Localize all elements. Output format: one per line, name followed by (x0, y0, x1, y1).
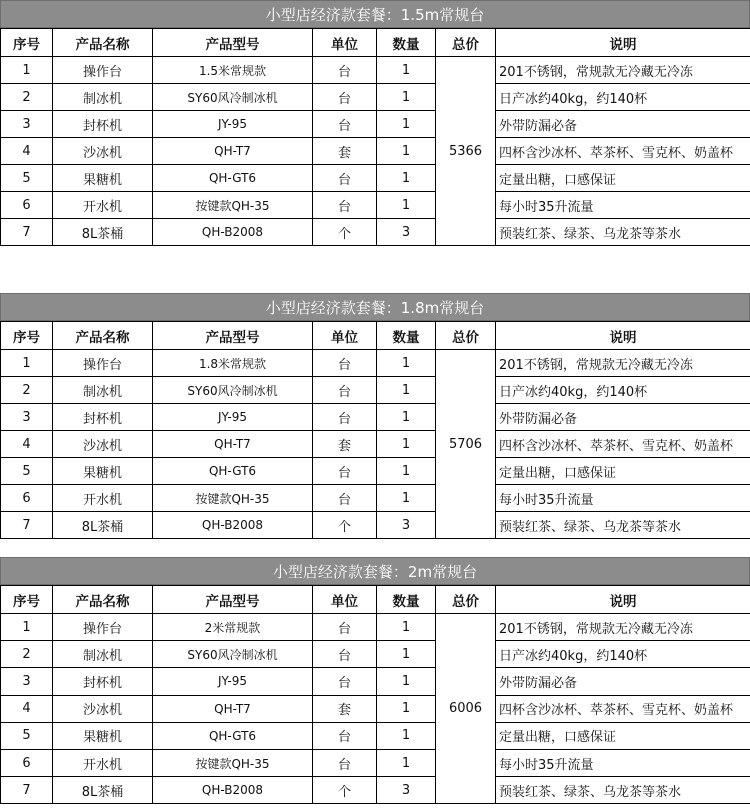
description: 每小时35升流量 (496, 485, 750, 512)
quantity: 1 (377, 722, 436, 749)
description: 预装红茶、绿茶、乌龙茶等茶水 (496, 512, 750, 539)
unit: 台 (313, 350, 377, 377)
header-qty: 数量 (377, 322, 436, 350)
product-name: 制冰机 (53, 377, 153, 404)
total-price: 5366 (436, 57, 496, 246)
product-model: JY-95 (153, 404, 313, 431)
unit: 台 (313, 458, 377, 485)
header-name: 产品名称 (53, 29, 153, 57)
product-name: 操作台 (53, 614, 153, 641)
total-price: 5706 (436, 350, 496, 539)
package-table (0, 585, 750, 804)
product-name: 操作台 (53, 350, 153, 377)
product-model: 2米常规款 (153, 614, 313, 641)
package-table (0, 321, 750, 539)
row-number: 2 (1, 641, 53, 668)
package-title: 小型店经济款套餐：2m常规台 (0, 557, 750, 585)
product-model: SY60风冷制冰机 (153, 377, 313, 404)
description: 每小时35升流量 (496, 749, 750, 776)
description: 定量出糖，口感保证 (496, 458, 750, 485)
row-number: 5 (1, 458, 53, 485)
unit: 台 (313, 192, 377, 219)
row-number: 1 (1, 57, 53, 84)
product-model: QH-GT6 (153, 165, 313, 192)
table-row (1, 219, 750, 246)
row-number: 6 (1, 749, 53, 776)
table-row (1, 377, 750, 404)
table-row (1, 138, 750, 165)
table-row (1, 57, 750, 84)
description: 四杯含沙冰杯、萃茶杯、雪克杯、奶盖杯 (496, 138, 750, 165)
product-name: 沙冰机 (53, 138, 153, 165)
package-table-2 (0, 293, 750, 539)
table-row (1, 111, 750, 138)
row-number: 6 (1, 485, 53, 512)
header-total: 总价 (436, 29, 496, 57)
unit: 套 (313, 695, 377, 722)
quantity: 1 (377, 57, 436, 84)
header-qty: 数量 (377, 29, 436, 57)
row-number: 2 (1, 377, 53, 404)
product-name: 8L茶桶 (53, 219, 153, 246)
product-model: QH-B2008 (153, 219, 313, 246)
unit: 台 (313, 749, 377, 776)
product-name: 果糖机 (53, 458, 153, 485)
product-name: 封杯机 (53, 668, 153, 695)
header-desc: 说明 (496, 29, 750, 57)
header-row (1, 322, 750, 350)
description: 201不锈钢，常规款无冷藏无冷冻 (496, 350, 750, 377)
description: 四杯含沙冰杯、萃茶杯、雪克杯、奶盖杯 (496, 431, 750, 458)
table-row (1, 641, 750, 668)
header-no: 序号 (1, 29, 53, 57)
product-model: QH-GT6 (153, 722, 313, 749)
unit: 台 (313, 111, 377, 138)
header-name: 产品名称 (53, 586, 153, 614)
product-model: SY60风冷制冰机 (153, 84, 313, 111)
quantity: 1 (377, 350, 436, 377)
description: 日产冰约40kg，约140杯 (496, 641, 750, 668)
table-row (1, 695, 750, 722)
description: 外带防漏必备 (496, 111, 750, 138)
row-number: 5 (1, 722, 53, 749)
product-name: 制冰机 (53, 84, 153, 111)
product-name: 沙冰机 (53, 695, 153, 722)
unit: 台 (313, 485, 377, 512)
product-name: 开水机 (53, 192, 153, 219)
product-name: 操作台 (53, 57, 153, 84)
header-qty: 数量 (377, 586, 436, 614)
row-number: 7 (1, 512, 53, 539)
unit: 台 (313, 84, 377, 111)
quantity: 1 (377, 431, 436, 458)
package-table-1 (0, 0, 750, 246)
product-name: 沙冰机 (53, 431, 153, 458)
unit: 台 (313, 57, 377, 84)
quantity: 1 (377, 641, 436, 668)
product-model: JY-95 (153, 668, 313, 695)
quantity: 3 (377, 777, 436, 804)
table-row (1, 668, 750, 695)
row-number: 3 (1, 111, 53, 138)
unit: 台 (313, 165, 377, 192)
description: 日产冰约40kg，约140杯 (496, 84, 750, 111)
quantity: 1 (377, 84, 436, 111)
row-number: 2 (1, 84, 53, 111)
package-title: 小型店经济款套餐：1.5m常规台 (0, 0, 750, 28)
header-no: 序号 (1, 322, 53, 350)
quantity: 1 (377, 749, 436, 776)
header-unit: 单位 (313, 586, 377, 614)
description: 四杯含沙冰杯、萃茶杯、雪克杯、奶盖杯 (496, 695, 750, 722)
unit: 台 (313, 404, 377, 431)
unit: 个 (313, 777, 377, 804)
product-model: QH-T7 (153, 695, 313, 722)
quantity: 1 (377, 377, 436, 404)
table-row (1, 165, 750, 192)
package-title: 小型店经济款套餐：1.8m常规台 (0, 293, 750, 321)
quantity: 1 (377, 404, 436, 431)
row-number: 1 (1, 350, 53, 377)
quantity: 3 (377, 219, 436, 246)
table-row (1, 431, 750, 458)
header-row (1, 29, 750, 57)
table-row (1, 614, 750, 641)
unit: 台 (313, 668, 377, 695)
total-price: 6006 (436, 614, 496, 804)
unit: 台 (313, 722, 377, 749)
unit: 个 (313, 219, 377, 246)
description: 每小时35升流量 (496, 192, 750, 219)
quantity: 1 (377, 111, 436, 138)
product-model: 按键款QH-35 (153, 749, 313, 776)
description: 预装红茶、绿茶、乌龙茶等茶水 (496, 219, 750, 246)
package-table-3 (0, 557, 750, 804)
description: 定量出糖，口感保证 (496, 165, 750, 192)
description: 日产冰约40kg，约140杯 (496, 377, 750, 404)
table-row (1, 458, 750, 485)
row-number: 7 (1, 777, 53, 804)
table-row (1, 192, 750, 219)
quantity: 1 (377, 165, 436, 192)
product-name: 8L茶桶 (53, 777, 153, 804)
row-number: 6 (1, 192, 53, 219)
product-model: QH-T7 (153, 138, 313, 165)
header-row (1, 586, 750, 614)
package-table (0, 28, 750, 246)
description: 外带防漏必备 (496, 404, 750, 431)
table-row (1, 404, 750, 431)
table-row (1, 84, 750, 111)
product-name: 8L茶桶 (53, 512, 153, 539)
unit: 套 (313, 138, 377, 165)
table-row (1, 777, 750, 804)
quantity: 3 (377, 512, 436, 539)
unit: 台 (313, 614, 377, 641)
unit: 台 (313, 377, 377, 404)
table-row (1, 722, 750, 749)
quantity: 1 (377, 485, 436, 512)
row-number: 1 (1, 614, 53, 641)
description: 预装红茶、绿茶、乌龙茶等茶水 (496, 777, 750, 804)
quantity: 1 (377, 458, 436, 485)
product-name: 制冰机 (53, 641, 153, 668)
row-number: 4 (1, 695, 53, 722)
quantity: 1 (377, 668, 436, 695)
quantity: 1 (377, 192, 436, 219)
table-row (1, 485, 750, 512)
header-unit: 单位 (313, 29, 377, 57)
header-model: 产品型号 (153, 322, 313, 350)
product-model: QH-B2008 (153, 777, 313, 804)
header-model: 产品型号 (153, 586, 313, 614)
description: 外带防漏必备 (496, 668, 750, 695)
product-name: 封杯机 (53, 404, 153, 431)
product-name: 果糖机 (53, 165, 153, 192)
row-number: 5 (1, 165, 53, 192)
description: 201不锈钢，常规款无冷藏无冷冻 (496, 614, 750, 641)
product-model: 1.8米常规款 (153, 350, 313, 377)
table-row (1, 350, 750, 377)
product-name: 开水机 (53, 749, 153, 776)
product-name: 开水机 (53, 485, 153, 512)
header-total: 总价 (436, 586, 496, 614)
description: 定量出糖，口感保证 (496, 722, 750, 749)
product-name: 果糖机 (53, 722, 153, 749)
row-number: 3 (1, 404, 53, 431)
header-desc: 说明 (496, 586, 750, 614)
product-name: 封杯机 (53, 111, 153, 138)
unit: 套 (313, 431, 377, 458)
quantity: 1 (377, 695, 436, 722)
row-number: 4 (1, 431, 53, 458)
header-name: 产品名称 (53, 322, 153, 350)
product-model: QH-T7 (153, 431, 313, 458)
row-number: 3 (1, 668, 53, 695)
header-desc: 说明 (496, 322, 750, 350)
product-model: 1.5米常规款 (153, 57, 313, 84)
table-row (1, 512, 750, 539)
header-no: 序号 (1, 586, 53, 614)
product-model: 按键款QH-35 (153, 485, 313, 512)
product-model: 按键款QH-35 (153, 192, 313, 219)
row-number: 4 (1, 138, 53, 165)
table-row (1, 749, 750, 776)
row-number: 7 (1, 219, 53, 246)
header-total: 总价 (436, 322, 496, 350)
quantity: 1 (377, 614, 436, 641)
unit: 台 (313, 641, 377, 668)
description: 201不锈钢，常规款无冷藏无冷冻 (496, 57, 750, 84)
header-model: 产品型号 (153, 29, 313, 57)
unit: 个 (313, 512, 377, 539)
header-unit: 单位 (313, 322, 377, 350)
quantity: 1 (377, 138, 436, 165)
product-model: QH-GT6 (153, 458, 313, 485)
product-model: QH-B2008 (153, 512, 313, 539)
product-model: SY60风冷制冰机 (153, 641, 313, 668)
product-model: JY-95 (153, 111, 313, 138)
